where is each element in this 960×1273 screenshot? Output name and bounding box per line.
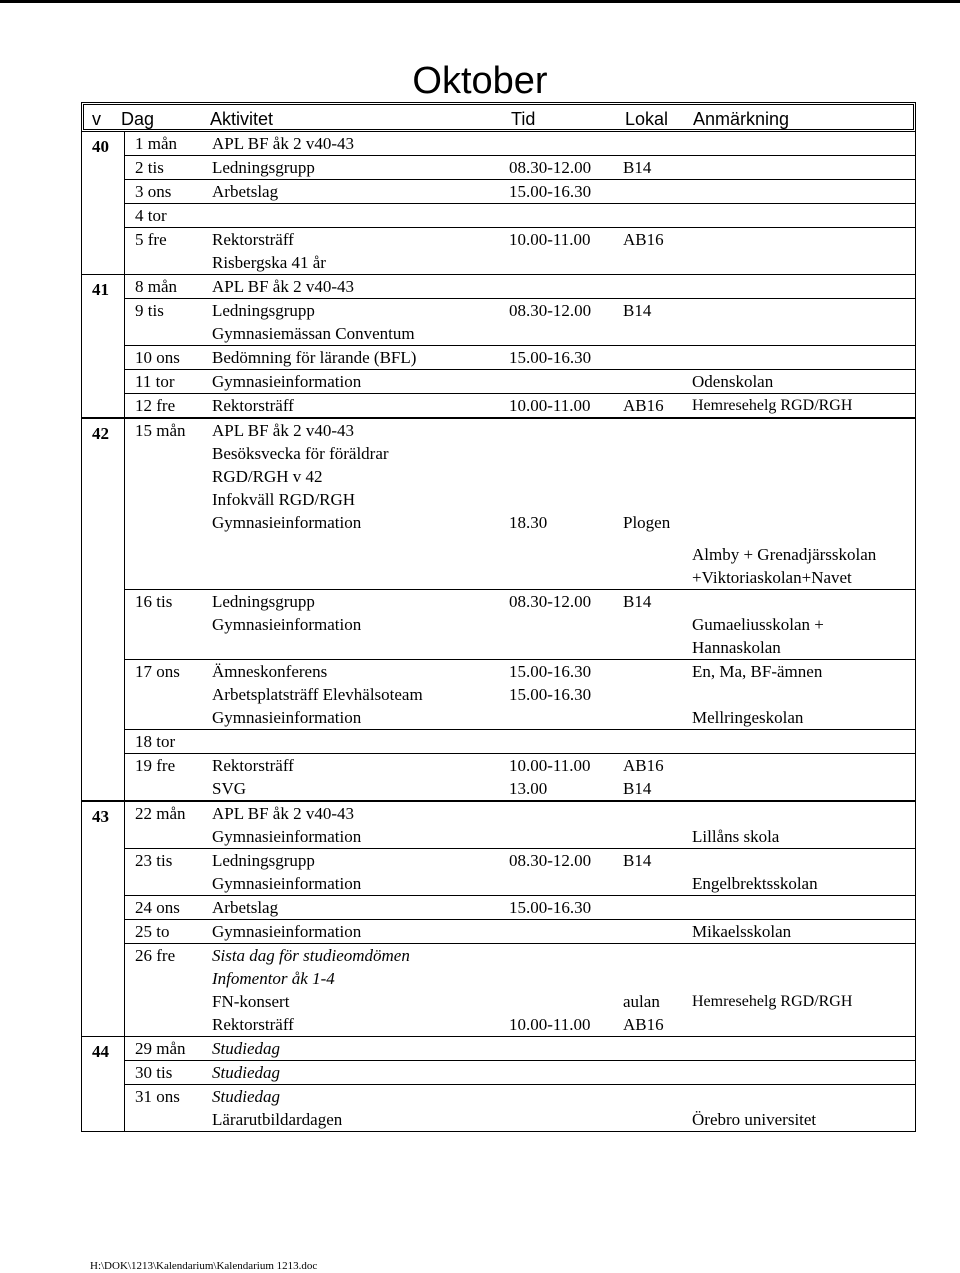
room-text: B14 — [623, 301, 652, 320]
week-number: 41 — [92, 280, 109, 299]
entry-line — [125, 872, 915, 895]
week-block — [81, 275, 916, 419]
entry-line — [125, 754, 915, 777]
remark-text: Mikaelsskolan — [692, 922, 792, 941]
day-row — [124, 753, 915, 800]
entry-line — [125, 990, 915, 1013]
remark-text: Almby + Grenadjärsskolan — [692, 545, 877, 564]
file-path-footer: H:\DOK\1213\Kalendarium\Kalendarium 1213.doc — [90, 1260, 318, 1272]
activity-text: Studiedag — [212, 1063, 280, 1082]
activity-text: Rektorsträff — [212, 396, 294, 415]
day-row — [124, 848, 915, 895]
time-text: 18.30 — [509, 513, 548, 532]
remark-text: Hemresehelg RGD/RGH — [692, 397, 853, 414]
activity-text: Infokväll RGD/RGH — [212, 490, 356, 509]
time-text: 10.00-11.00 — [509, 396, 591, 415]
activity-text: Gymnasieinformation — [212, 615, 362, 634]
day-row — [124, 895, 915, 919]
calendar-table — [81, 102, 916, 1132]
entry-line — [125, 896, 915, 919]
entry-line — [125, 944, 915, 967]
remark-text: Lillåns skola — [692, 827, 780, 846]
day-row — [124, 419, 915, 589]
day-row — [124, 369, 915, 393]
week-number: 44 — [92, 1042, 109, 1061]
day-label: 9 tis — [135, 301, 164, 320]
entry-line — [125, 322, 915, 345]
page-title: Oktober — [412, 60, 548, 102]
day-label: 4 tor — [135, 206, 167, 225]
day-label: 16 tis — [135, 592, 173, 611]
day-row — [124, 227, 915, 274]
activity-text: Ledningsgrupp — [212, 158, 315, 177]
day-row — [124, 802, 915, 848]
activity-text: Studiedag — [212, 1087, 280, 1106]
day-label: 31 ons — [135, 1087, 180, 1106]
entry-line — [125, 706, 915, 729]
remark-text: En, Ma, BF-ämnen — [692, 662, 823, 681]
activity-text: Gymnasieinformation — [212, 922, 362, 941]
room-text: AB16 — [623, 230, 664, 249]
day-label: 3 ons — [135, 182, 172, 201]
entry-line — [125, 419, 915, 442]
day-row — [124, 203, 915, 227]
time-text: 08.30-12.00 — [509, 592, 592, 611]
activity-text: Arbetslag — [212, 182, 279, 201]
activity-text: Bedömning för lärande (BFL) — [212, 348, 417, 367]
day-row — [124, 155, 915, 179]
day-label: 24 ons — [135, 898, 180, 917]
room-text: Plogen — [623, 513, 671, 532]
entry-line — [125, 613, 915, 636]
entry-line — [125, 275, 915, 298]
day-label: 10 ons — [135, 348, 180, 367]
room-text: AB16 — [623, 756, 664, 775]
activity-text: Gymnasieinformation — [212, 513, 362, 532]
activity-text: Gymnasieinformation — [212, 372, 362, 391]
room-text: B14 — [623, 592, 652, 611]
day-row — [124, 393, 915, 417]
entry-line — [125, 730, 915, 753]
day-row — [124, 132, 915, 155]
entry-line — [125, 511, 915, 534]
remark-text: +Viktoriaskolan+Navet — [692, 568, 852, 587]
activity-text: Sista dag för studieomdömen — [212, 946, 410, 965]
weeks-container — [81, 132, 916, 1132]
room-text: B14 — [623, 158, 652, 177]
time-text: 15.00-16.30 — [509, 685, 592, 704]
remark-text: Hannaskolan — [692, 638, 781, 657]
day-row — [124, 275, 915, 298]
entry-line — [125, 204, 915, 227]
header-v: v — [92, 109, 101, 129]
activity-text: Lärarutbildardagen — [212, 1110, 343, 1129]
activity-text: Infomentor åk 1-4 — [212, 969, 335, 988]
entry-line — [125, 251, 915, 274]
entry-line — [125, 683, 915, 706]
day-label: 5 fre — [135, 230, 167, 249]
activity-text: Ledningsgrupp — [212, 592, 315, 611]
activity-text: Risbergska 41 år — [212, 253, 326, 272]
day-row — [124, 919, 915, 943]
header-dag: Dag — [121, 109, 155, 129]
time-text: 15.00-16.30 — [509, 662, 592, 681]
day-row — [124, 1037, 915, 1060]
day-row — [124, 298, 915, 345]
day-label: 30 tis — [135, 1063, 173, 1082]
week-number: 42 — [92, 424, 109, 443]
day-label: 8 mån — [135, 277, 178, 296]
day-row — [124, 179, 915, 203]
week-block — [81, 1037, 916, 1132]
entry-line — [125, 967, 915, 990]
entry-line — [125, 825, 915, 848]
day-label: 1 mån — [135, 134, 178, 153]
day-row — [124, 943, 915, 1036]
day-row — [124, 729, 915, 753]
remark-text: Örebro universitet — [692, 1110, 817, 1129]
header-aktivitet: Aktivitet — [210, 109, 274, 129]
day-label: 29 mån — [135, 1039, 186, 1058]
table-header — [81, 102, 916, 132]
day-label: 19 fre — [135, 756, 176, 775]
day-label: 17 ons — [135, 662, 180, 681]
time-text: 08.30-12.00 — [509, 301, 592, 320]
day-label: 18 tor — [135, 732, 176, 751]
activity-text: Ledningsgrupp — [212, 301, 315, 320]
entry-line — [125, 465, 915, 488]
entry-line — [125, 228, 915, 251]
activity-text: FN-konsert — [212, 992, 290, 1011]
day-row — [124, 659, 915, 729]
week-block — [81, 132, 916, 275]
entry-line — [125, 636, 915, 659]
day-label: 23 tis — [135, 851, 173, 870]
entry-line — [125, 543, 915, 566]
activity-text: Arbetslag — [212, 898, 279, 917]
activity-text: Gymnasiemässan Conventum — [212, 324, 415, 343]
week-number: 40 — [92, 137, 109, 156]
header-lokal: Lokal — [625, 109, 669, 129]
activity-text: Rektorsträff — [212, 756, 294, 775]
activity-text: APL BF åk 2 v40-43 — [212, 804, 354, 823]
day-row — [124, 1084, 915, 1131]
week-number: 43 — [92, 807, 109, 826]
remark-text: Gumaeliusskolan + — [692, 615, 824, 634]
entry-line — [125, 442, 915, 465]
entry-line — [125, 346, 915, 369]
time-text: 08.30-12.00 — [509, 158, 592, 177]
week-block — [81, 802, 916, 1037]
entry-line — [125, 660, 915, 683]
entry-line — [125, 777, 915, 800]
entry-line — [125, 156, 915, 179]
week-block — [81, 419, 916, 802]
day-label: 12 fre — [135, 396, 176, 415]
entry-line — [125, 920, 915, 943]
activity-text: Ledningsgrupp — [212, 851, 315, 870]
day-label: 11 tor — [135, 372, 175, 391]
entry-line — [125, 370, 915, 393]
time-text: 15.00-16.30 — [509, 182, 592, 201]
entry-line — [125, 802, 915, 825]
day-row — [124, 345, 915, 369]
time-text: 15.00-16.30 — [509, 898, 592, 917]
entry-line — [125, 132, 915, 155]
remark-text: Hemresehelg RGD/RGH — [692, 993, 853, 1010]
activity-text: APL BF åk 2 v40-43 — [212, 134, 354, 153]
activity-text: Arbetsplatsträff Elevhälsoteam — [212, 685, 423, 704]
remark-text: Mellringeskolan — [692, 708, 804, 727]
activity-text: Gymnasieinformation — [212, 827, 362, 846]
room-text: AB16 — [623, 1015, 664, 1034]
room-text: AB16 — [623, 396, 664, 415]
activity-text: Ämneskonferens — [212, 662, 328, 681]
activity-text: Besöksvecka för föräldrar — [212, 444, 389, 463]
activity-text: SVG — [212, 779, 247, 798]
day-label: 22 mån — [135, 804, 186, 823]
day-label: 25 to — [135, 922, 170, 941]
day-row — [124, 1060, 915, 1084]
room-text: B14 — [623, 779, 652, 798]
entry-line — [125, 1013, 915, 1036]
day-label: 15 mån — [135, 421, 186, 440]
activity-text: Studiedag — [212, 1039, 280, 1058]
activity-text: APL BF åk 2 v40-43 — [212, 277, 354, 296]
entry-line — [125, 1108, 915, 1131]
entry-line — [125, 1037, 915, 1060]
time-text: 10.00-11.00 — [509, 756, 591, 775]
activity-text: Rektorsträff — [212, 1015, 294, 1034]
entry-line — [125, 1061, 915, 1084]
time-text: 08.30-12.00 — [509, 851, 592, 870]
time-text: 15.00-16.30 — [509, 348, 592, 367]
activity-text: Gymnasieinformation — [212, 708, 362, 727]
remark-text: Odenskolan — [692, 372, 774, 391]
activity-text: APL BF åk 2 v40-43 — [212, 421, 354, 440]
day-label: 2 tis — [135, 158, 164, 177]
entry-line — [125, 488, 915, 511]
entry-line — [125, 299, 915, 322]
entry-line — [125, 566, 915, 589]
header-tid: Tid — [511, 109, 536, 129]
time-text: 13.00 — [509, 779, 548, 798]
time-text: 10.00-11.00 — [509, 1015, 591, 1034]
room-text: aulan — [623, 992, 660, 1011]
time-text: 10.00-11.00 — [509, 230, 591, 249]
activity-text: Gymnasieinformation — [212, 874, 362, 893]
header-anmarkning: Anmärkning — [693, 109, 790, 129]
entry-line — [125, 849, 915, 872]
entry-line — [125, 1085, 915, 1108]
entry-line — [125, 180, 915, 203]
entry-line — [125, 590, 915, 613]
activity-text: Rektorsträff — [212, 230, 294, 249]
top-border-rule — [0, 0, 960, 3]
day-label: 26 fre — [135, 946, 176, 965]
remark-text: Engelbrektsskolan — [692, 874, 818, 893]
activity-text: RGD/RGH v 42 — [212, 467, 323, 486]
day-row — [124, 589, 915, 659]
entry-line — [125, 394, 915, 417]
room-text: B14 — [623, 851, 652, 870]
